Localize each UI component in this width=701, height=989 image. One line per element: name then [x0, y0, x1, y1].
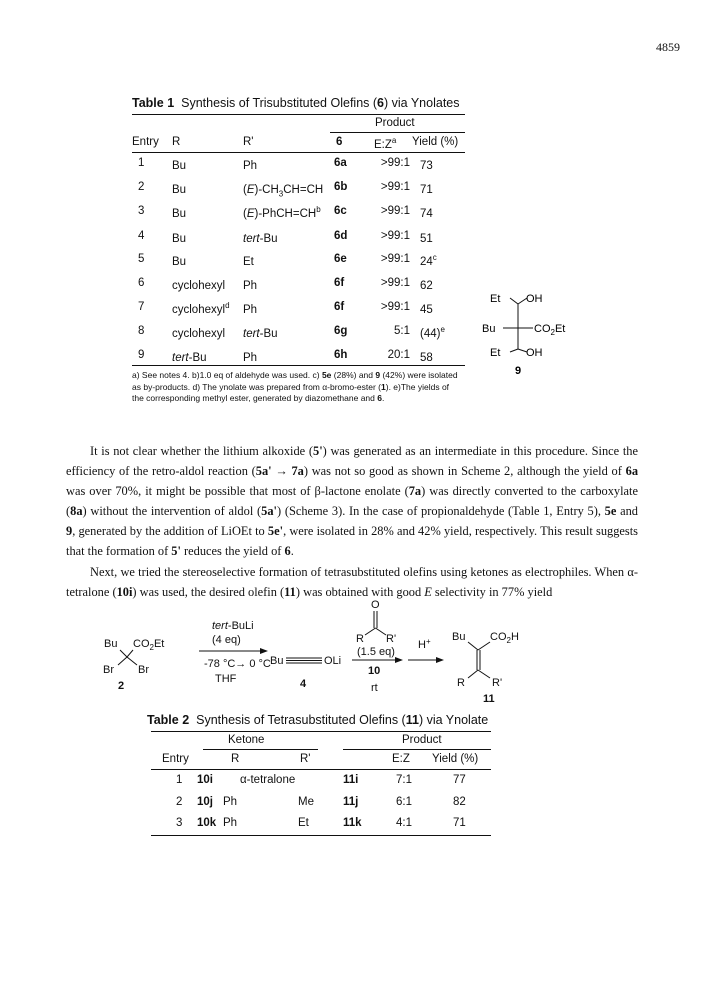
table1-group-header: Product [375, 117, 415, 129]
table1-header-rule [132, 152, 465, 153]
table1-cell-r-prime: Ph [243, 351, 258, 364]
table1-cell-ez: >99:1 [380, 253, 410, 265]
table2-cell-r: Ph [223, 817, 238, 829]
page-number: 4859 [656, 40, 680, 54]
arrow-acid [408, 637, 444, 663]
table2-cell-ketone: 10i [197, 774, 213, 786]
table1-cell-product: 6g [334, 325, 348, 337]
table1-cell-r-prime: Ph [243, 159, 258, 172]
compound-10 [352, 599, 403, 694]
table1-header-product: 6 [336, 136, 343, 148]
table1-cell-product: 6f [334, 301, 345, 313]
table1-cell-ez: >99:1 [380, 277, 410, 289]
table1-cell-entry: 2 [138, 181, 145, 193]
table2-bottom-rule [151, 835, 491, 836]
table1-cell-r: Bu [172, 183, 187, 196]
table1-cell-yield: 51 [420, 232, 433, 245]
table2-header-entry: Entry [162, 753, 189, 765]
ketone-r: R [356, 633, 364, 645]
table1-cell-r-prime: Ph [243, 303, 258, 316]
table1-cell-product: 6h [334, 349, 348, 361]
compound-11 [452, 631, 519, 703]
table1-cell-product: 6b [334, 181, 348, 193]
table2-product-rule [343, 749, 491, 750]
table2-header-yield: Yield (%) [432, 753, 479, 765]
product-rprime: R' [492, 677, 503, 689]
table1-cell-r: cyclohexyl [172, 327, 226, 340]
sm-br-left: Br [103, 664, 114, 676]
reaction-scheme [100, 598, 600, 703]
arrow1-eq: (4 eq) [212, 634, 241, 646]
table1-cell-r-prime: Et [243, 255, 254, 268]
table1-cell-yield: 74 [420, 207, 433, 220]
compound9-oh-top: OH [526, 293, 543, 305]
table1-cell-ez: >99:1 [380, 230, 410, 242]
table1-cell-yield: $(44)^e$ [420, 325, 445, 340]
table2-cell-product: 11i [343, 774, 359, 786]
table1-cell-entry: 4 [138, 230, 145, 242]
table2-caption-text: Synthesis of Tetrasubstituted Olefins (11) via Ynolate [196, 713, 489, 727]
table1-cell-ez: >99:1 [380, 181, 410, 193]
compound9-bu: Bu [482, 323, 496, 335]
compound9-et-top: Et [490, 293, 501, 305]
table2-cell-ez: 4:1 [396, 817, 412, 829]
arrow-1 [199, 620, 271, 685]
paragraph-2: Next, we tried the stereoselective formation of tetrasubstituted olefins using ketones as electrophiles. When α-tetralone (10i) was used, the desired olefin (11) was obtained with good E selectivity in 77% yield [66, 565, 638, 599]
table2-cell-ez: 7:1 [396, 774, 412, 786]
table1-header-r: R [172, 136, 181, 148]
table1-cell-r-prime: $(E)-CH_3CH=CH$ [243, 183, 324, 199]
table2-cell-r-prime: Me [298, 796, 314, 808]
ynolate-label: 4 [300, 678, 307, 690]
arrow1-solvent: THF [215, 673, 237, 685]
table1-cell-r-prime: tert-Bu [243, 327, 278, 340]
table2-header-ez: E:Z [392, 753, 410, 765]
table1-cell-entry: 7 [138, 301, 145, 313]
table1-cell-r: Bu [172, 255, 187, 268]
table1-cell-r-prime: tert-Bu [243, 232, 278, 245]
sm-br-right: Br [138, 664, 149, 676]
sm-co2et: $CO_2Et$ [133, 638, 165, 652]
table2-caption-label: Table 2 [147, 713, 190, 727]
table1-cell-product: 6c [334, 205, 347, 217]
table2-cell-r: α-tetralone [240, 774, 296, 786]
ynolate-bu: Bu [270, 655, 284, 667]
ketone-rprime: R' [386, 633, 397, 645]
table1-cell-entry: 6 [138, 277, 145, 289]
table2-cell-ez: 6:1 [396, 796, 412, 808]
product-co2h: $CO_2H$ [490, 631, 519, 645]
table1-footnote: a) See notes 4. b)1.0 eq of aldehyde was used. c) 5e (28%) and 9 (42%) were isolated as by-products. d) The ynolate was prepared from α-bromo-ester (1). e)The yields of the corresponding methyl ester, generated by diazomethane and 6. [132, 370, 458, 403]
table1-cell-entry: 1 [138, 157, 145, 169]
table2-cell-entry: 2 [176, 796, 183, 808]
table1-cell-ez: >99:1 [380, 157, 410, 169]
arrow1-reagent: tert-BuLi [212, 620, 254, 632]
compound9-oh-bottom: OH [526, 347, 543, 359]
table1-cell-yield: 58 [420, 351, 433, 364]
table2-cell-entry: 1 [176, 774, 183, 786]
table1-caption [132, 96, 460, 110]
table2-top-rule [151, 731, 491, 732]
product-bu: Bu [452, 631, 466, 643]
table1-cell-r: cyclohexyl$^d$ [172, 301, 230, 316]
ketone-label: 10 [368, 665, 381, 677]
compound9-label: 9 [515, 365, 522, 377]
table1-cell-product: 6e [334, 253, 347, 265]
table1-header-entry: Entry [132, 136, 159, 148]
table1-cell-ez: >99:1 [380, 301, 410, 313]
acid-label: H+ [418, 637, 431, 651]
ketone-cond: rt [371, 682, 378, 694]
table1-cell-entry: 3 [138, 205, 145, 217]
table1-caption-text: Synthesis of Trisubstituted Olefins (6) via Ynolates [181, 96, 460, 110]
table1-cell-r: Bu [172, 159, 187, 172]
table1-cell-entry: 5 [138, 253, 145, 265]
table2-group-product: Product [402, 734, 442, 746]
table1-group-rule [330, 132, 465, 133]
ketone-o: O [371, 599, 380, 611]
table1-cell-yield: 71 [420, 183, 433, 196]
table1-cell-product: 6d [334, 230, 348, 242]
table2-header-r-prime: R' [300, 753, 311, 765]
bond [510, 349, 518, 352]
table2-cell-r: Ph [223, 796, 238, 808]
table2-cell-ketone: 10j [197, 796, 213, 808]
table1-cell-entry: 9 [138, 349, 145, 361]
table1-cell-ez: 5:1 [394, 325, 410, 337]
table1-top-rule [132, 114, 465, 115]
table1-cell-ez: 20:1 [387, 349, 410, 361]
table1-cell-entry: 8 [138, 325, 145, 337]
table1-cell-r: Bu [172, 232, 187, 245]
table1-bottom-rule [132, 365, 465, 366]
table1-cell-yield: 24$^c$ [420, 253, 437, 268]
table2-header-rule [151, 769, 491, 770]
table1-caption-label: Table 1 [132, 96, 175, 110]
sm-bu: Bu [104, 638, 118, 650]
compound9-co2et: $CO_2Et$ [534, 323, 566, 337]
table1-cell-product: 6f [334, 277, 345, 289]
table1-cell-ez: >99:1 [380, 205, 410, 217]
table2-header-r: R [231, 753, 240, 765]
table2-ketone-rule [203, 749, 318, 750]
ketone-eq: (1.5 eq) [357, 646, 395, 658]
table1-cell-r: tert-Bu [172, 351, 207, 364]
table2-cell-product: 11k [343, 817, 362, 829]
table2-cell-yield: 77 [453, 774, 466, 786]
table2-cell-entry: 3 [176, 817, 183, 829]
table1-header-yield: Yield (%) [412, 136, 459, 148]
table1-cell-product: 6a [334, 157, 347, 169]
bond [510, 298, 518, 304]
table1-header-r-prime: R' [243, 136, 254, 148]
table1-cell-yield: 62 [420, 279, 433, 292]
paragraph-1: It is not clear whether the lithium alkoxide (5') was generated as an intermediate in this procedure. Since the efficiency of the retro-aldol reaction (5a' → 7a) was not so good as shown in Scheme 2, although the yield of 6a was over 70%, it might be possible that most of β-lactone enolate (7a) was directly converted to the carboxylate (8a) without the intervention of aldol (5a') (Scheme 3). In the case of propionaldehyde (Table 1, Entry 5), 5e and 9, generated by the addition of LiOEt to 5e', were isolated in 28% and 42% yield, respectively. This result suggests that the formation of 5' reduces the yield of 6. [66, 444, 639, 558]
compound-2 [103, 638, 164, 692]
sm-label: 2 [118, 680, 125, 692]
product-label: 11 [483, 693, 495, 703]
table1-cell-r: cyclohexyl [172, 279, 226, 292]
table2-group-ketone: Ketone [228, 734, 265, 746]
table2-cell-product: 11j [343, 796, 359, 808]
table2-caption [147, 713, 488, 727]
compound9-et-bottom: Et [490, 347, 501, 359]
compound-4 [270, 655, 341, 690]
table2-cell-ketone: 10k [197, 817, 217, 829]
table2-cell-yield: 82 [453, 796, 466, 808]
table1-cell-r: Bu [172, 207, 187, 220]
table1-cell-yield: 45 [420, 303, 433, 316]
product-r: R [457, 677, 465, 689]
table1-header-ez: $E:Z^a$ [374, 136, 397, 151]
table2-cell-yield: 71 [453, 817, 466, 829]
arrow1-temp: -78 °C→ 0 °C [204, 658, 271, 670]
table1-cell-r-prime: $(E)-PhCH=CH^b$ [243, 205, 321, 220]
table1-cell-yield: 73 [420, 159, 433, 172]
ynolate-oli: OLi [324, 655, 342, 667]
compound-9-structure [478, 290, 573, 380]
table1-cell-r-prime: Ph [243, 279, 258, 292]
table2-cell-r-prime: Et [298, 817, 309, 829]
